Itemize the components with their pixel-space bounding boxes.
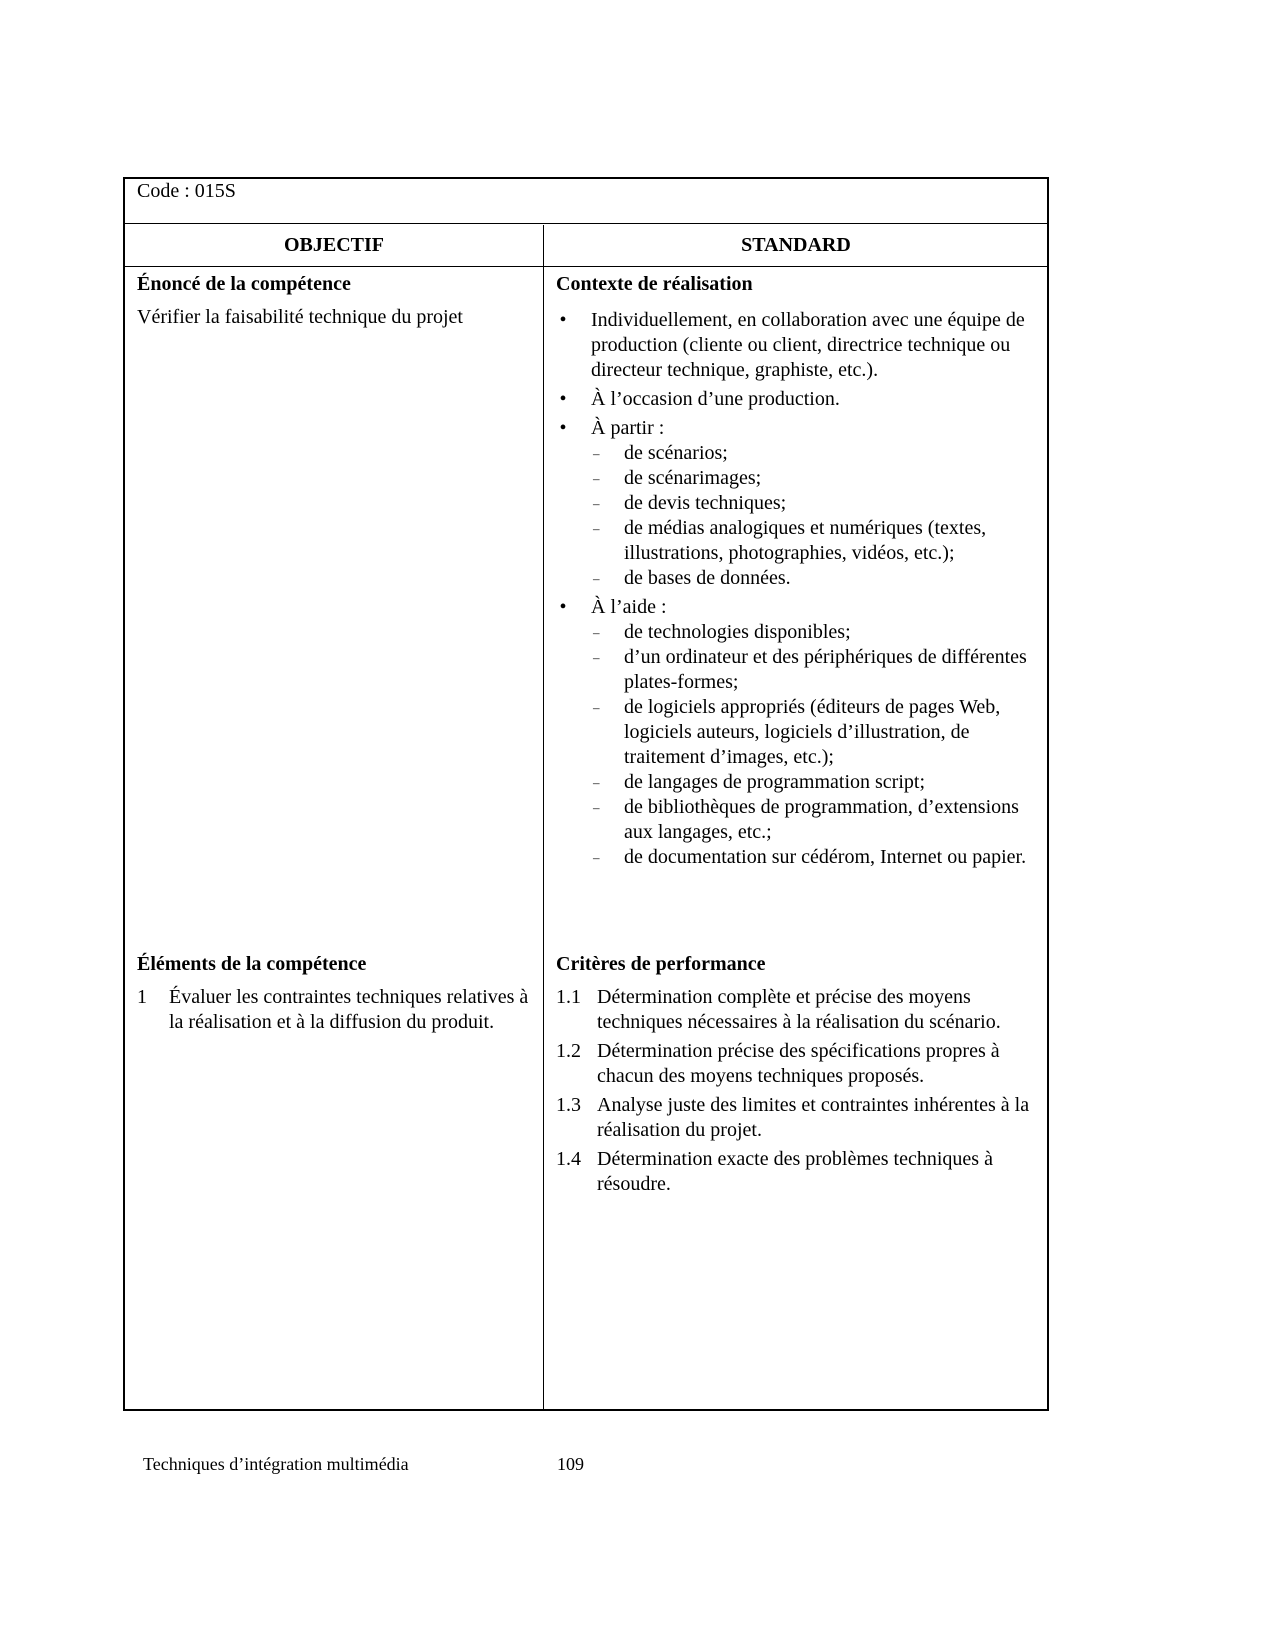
header-standard: STANDARD (741, 234, 851, 256)
contexte-subitem-text: de langages de programmation script; (624, 771, 926, 793)
contexte-sublist (591, 620, 1040, 870)
contexte-subitem (591, 845, 1040, 870)
critere-number: 1.3 (556, 1094, 581, 1116)
contexte-subitem-text: de logiciels appropriés (éditeurs de pages Web, logiciels auteurs, logiciels d’illustration, de traitement d’images, etc.); (624, 696, 1001, 768)
element-number: 1 (137, 986, 147, 1008)
contexte-subitem (591, 795, 1040, 845)
contexte-subitem (591, 491, 1040, 516)
critere-text: Détermination exacte des problèmes techniques à résoudre. (597, 1148, 993, 1195)
enonce-heading: Énoncé de la compétence (137, 273, 351, 295)
dash-icon: – (593, 446, 600, 461)
contexte-list (556, 308, 1040, 870)
bullet-icon: • (559, 596, 567, 618)
bullet-icon: • (559, 309, 567, 331)
contexte-subitem (591, 441, 1040, 466)
contexte-subitem (591, 466, 1040, 491)
contexte-section (556, 272, 1040, 874)
bullet-icon: • (559, 388, 567, 410)
dash-icon: – (593, 850, 600, 865)
contexte-item-text: Individuellement, en collaboration avec une équipe de production (cliente ou client, directrice technique ou directeur technique, graphiste, etc.). (591, 309, 1025, 381)
contexte-subitem (591, 620, 1040, 645)
contexte-subitem-text: de technologies disponibles; (624, 621, 851, 643)
dash-icon: – (593, 700, 600, 715)
dash-icon: – (593, 571, 600, 586)
enonce-text: Vérifier la faisabilité technique du projet (137, 306, 463, 328)
dash-icon: – (593, 800, 600, 815)
critere-text: Détermination précise des spécifications propres à chacun des moyens techniques proposés. (597, 1040, 1000, 1087)
code-label: Code : 015S (137, 180, 236, 202)
contexte-subitem-text: de médias analogiques et numériques (textes, illustrations, photographies, vidéos, etc.); (624, 517, 987, 564)
element-item (137, 985, 532, 1035)
critere-item (556, 1039, 1040, 1089)
contexte-subitem (591, 695, 1040, 770)
dash-icon: – (593, 521, 600, 536)
contexte-subitem-text: de scénarimages; (624, 467, 762, 489)
contexte-sublist (591, 441, 1040, 591)
divider (125, 223, 1047, 224)
contexte-subitem-text: d’un ordinateur et des périphériques de différentes plates-formes; (624, 646, 1027, 693)
critere-text: Détermination complète et précise des moyens techniques nécessaires à la réalisation du scénario. (597, 986, 1001, 1033)
critere-text: Analyse juste des limites et contraintes inhérentes à la réalisation du projet. (597, 1094, 1030, 1141)
bullet-icon: • (559, 417, 567, 439)
column-divider (543, 225, 544, 1409)
dash-icon: – (593, 496, 600, 511)
element-text: Évaluer les contraintes techniques relatives à la réalisation et à la diffusion du produit. (169, 986, 529, 1033)
header-objectif: OBJECTIF (283, 234, 385, 256)
contexte-item-text: À l’occasion d’une production. (591, 388, 840, 410)
criteres-heading: Critères de performance (556, 953, 766, 975)
contexte-subitem-text: de devis techniques; (624, 492, 787, 514)
dash-icon: – (593, 775, 600, 790)
divider (125, 266, 1047, 267)
dash-icon: – (593, 471, 600, 486)
contexte-subitem-text: de bibliothèques de programmation, d’extensions aux langages, etc.; (624, 796, 1019, 843)
contexte-subitem (591, 566, 1040, 591)
contexte-subitem-text: de bases de données. (624, 567, 791, 589)
elements-heading: Éléments de la compétence (137, 953, 367, 975)
contexte-item-text: À l’aide : (591, 596, 667, 618)
critere-number: 1.2 (556, 1040, 581, 1062)
contexte-item (556, 595, 1040, 870)
criteres-section (556, 952, 1040, 1201)
critere-number: 1.1 (556, 986, 581, 1008)
contexte-subitem (591, 770, 1040, 795)
enonce-section (137, 272, 532, 330)
dash-icon: – (593, 650, 600, 665)
page-number: 109 (557, 1454, 584, 1474)
critere-item (556, 1093, 1040, 1143)
critere-item (556, 1147, 1040, 1197)
elements-section (137, 952, 532, 1039)
contexte-item (556, 308, 1040, 383)
critere-number: 1.4 (556, 1148, 581, 1170)
critere-item (556, 985, 1040, 1035)
contexte-item (556, 387, 1040, 412)
contexte-item-text: À partir : (591, 417, 665, 439)
contexte-subitem (591, 645, 1040, 695)
criteres-list (556, 985, 1040, 1197)
contexte-item (556, 416, 1040, 591)
contexte-subitem (591, 516, 1040, 566)
contexte-heading: Contexte de réalisation (556, 273, 753, 295)
footer-title: Techniques d’intégration multimédia (143, 1454, 409, 1474)
dash-icon: – (593, 625, 600, 640)
contexte-subitem-text: de scénarios; (624, 442, 728, 464)
contexte-subitem-text: de documentation sur cédérom, Internet ou papier. (624, 846, 1027, 868)
